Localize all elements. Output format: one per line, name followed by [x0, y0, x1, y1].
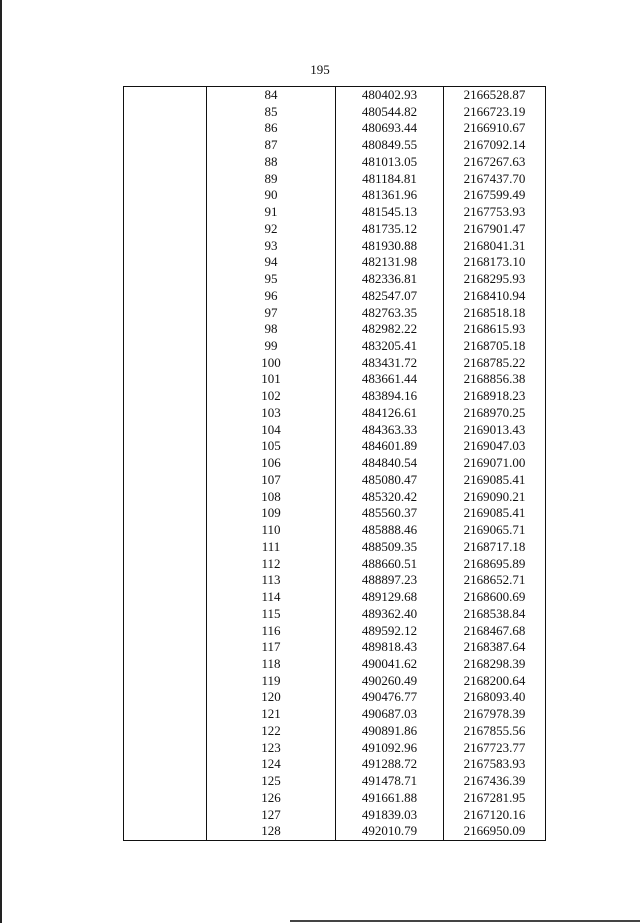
- x-coordinate-cell: 490476.77: [336, 689, 444, 706]
- point-number-cell: 123: [207, 740, 336, 757]
- table-row: [124, 455, 546, 472]
- x-coordinate-cell: 485888.46: [336, 522, 444, 539]
- y-coordinate-cell: 2168387.64: [444, 639, 546, 656]
- section-cell: [124, 288, 207, 305]
- x-coordinate-cell: 483661.44: [336, 371, 444, 388]
- point-number-cell: 109: [207, 505, 336, 522]
- y-coordinate-cell: 2167599.49: [444, 187, 546, 204]
- y-coordinate-cell: 2168298.39: [444, 656, 546, 673]
- section-cell: [124, 388, 207, 405]
- x-coordinate-cell: 484840.54: [336, 455, 444, 472]
- y-coordinate-cell: 2168785.22: [444, 355, 546, 372]
- y-coordinate-cell: 2168410.94: [444, 288, 546, 305]
- y-coordinate-cell: 2167436.39: [444, 773, 546, 790]
- x-coordinate-cell: 480693.44: [336, 120, 444, 137]
- point-number-cell: 127: [207, 807, 336, 824]
- table-row: [124, 756, 546, 773]
- section-cell: [124, 87, 207, 104]
- table-row: [124, 288, 546, 305]
- y-coordinate-cell: 2168538.84: [444, 606, 546, 623]
- table-row: [124, 505, 546, 522]
- y-coordinate-cell: 2167583.93: [444, 756, 546, 773]
- point-number-cell: 98: [207, 321, 336, 338]
- point-number-cell: 118: [207, 656, 336, 673]
- y-coordinate-cell: 2169065.71: [444, 522, 546, 539]
- point-number-cell: 128: [207, 823, 336, 840]
- x-coordinate-cell: 492010.79: [336, 823, 444, 840]
- point-number-cell: 126: [207, 790, 336, 807]
- y-coordinate-cell: 2167267.63: [444, 154, 546, 171]
- x-coordinate-cell: 491092.96: [336, 740, 444, 757]
- section-cell: [124, 756, 207, 773]
- y-coordinate-cell: 2168717.18: [444, 539, 546, 556]
- section-cell: [124, 639, 207, 656]
- page-left-edge: [0, 0, 2, 923]
- table-row: [124, 154, 546, 171]
- x-coordinate-cell: 482763.35: [336, 305, 444, 322]
- table-row: [124, 104, 546, 121]
- section-cell: [124, 187, 207, 204]
- y-coordinate-cell: 2168695.89: [444, 556, 546, 573]
- x-coordinate-cell: 481735.12: [336, 221, 444, 238]
- point-number-cell: 91: [207, 204, 336, 221]
- x-coordinate-cell: 481184.81: [336, 171, 444, 188]
- point-number-cell: 120: [207, 689, 336, 706]
- point-number-cell: 103: [207, 405, 336, 422]
- section-cell: [124, 204, 207, 221]
- section-cell: [124, 405, 207, 422]
- section-cell: [124, 556, 207, 573]
- x-coordinate-cell: 482336.81: [336, 271, 444, 288]
- x-coordinate-cell: 490891.86: [336, 723, 444, 740]
- point-number-cell: 93: [207, 238, 336, 255]
- point-number-cell: 111: [207, 539, 336, 556]
- y-coordinate-cell: 2167901.47: [444, 221, 546, 238]
- y-coordinate-cell: 2168295.93: [444, 271, 546, 288]
- x-coordinate-cell: 481361.96: [336, 187, 444, 204]
- y-coordinate-cell: 2168970.25: [444, 405, 546, 422]
- table-row: [124, 589, 546, 606]
- table-row: [124, 137, 546, 154]
- table-row: [124, 171, 546, 188]
- table-row: [124, 355, 546, 372]
- point-number-cell: 125: [207, 773, 336, 790]
- point-number-cell: 97: [207, 305, 336, 322]
- section-cell: [124, 422, 207, 439]
- table-row: [124, 539, 546, 556]
- x-coordinate-cell: 484601.89: [336, 438, 444, 455]
- x-coordinate-cell: 489362.40: [336, 606, 444, 623]
- x-coordinate-cell: 484126.61: [336, 405, 444, 422]
- x-coordinate-cell: 481545.13: [336, 204, 444, 221]
- x-coordinate-cell: 482982.22: [336, 321, 444, 338]
- point-number-cell: 112: [207, 556, 336, 573]
- section-cell: [124, 790, 207, 807]
- table-row: [124, 422, 546, 439]
- table-row: [124, 388, 546, 405]
- point-number-cell: 87: [207, 137, 336, 154]
- x-coordinate-cell: 488509.35: [336, 539, 444, 556]
- table-row: [124, 522, 546, 539]
- x-coordinate-cell: 489129.68: [336, 589, 444, 606]
- x-coordinate-cell: 482547.07: [336, 288, 444, 305]
- y-coordinate-cell: 2168041.31: [444, 238, 546, 255]
- coordinates-table: [123, 86, 546, 841]
- table-row: [124, 723, 546, 740]
- table-row: [124, 305, 546, 322]
- point-number-cell: 107: [207, 472, 336, 489]
- table-row: [124, 371, 546, 388]
- point-number-cell: 96: [207, 288, 336, 305]
- point-number-cell: 106: [207, 455, 336, 472]
- x-coordinate-cell: 491288.72: [336, 756, 444, 773]
- table-row: [124, 472, 546, 489]
- y-coordinate-cell: 2168093.40: [444, 689, 546, 706]
- x-coordinate-cell: 483205.41: [336, 338, 444, 355]
- x-coordinate-cell: 480402.93: [336, 87, 444, 104]
- table-row: [124, 807, 546, 824]
- point-number-cell: 84: [207, 87, 336, 104]
- y-coordinate-cell: 2167723.77: [444, 740, 546, 757]
- section-cell: [124, 305, 207, 322]
- x-coordinate-cell: 480544.82: [336, 104, 444, 121]
- x-coordinate-cell: 483431.72: [336, 355, 444, 372]
- x-coordinate-cell: 483894.16: [336, 388, 444, 405]
- table-row: [124, 572, 546, 589]
- point-number-cell: 105: [207, 438, 336, 455]
- section-cell: [124, 154, 207, 171]
- section-cell: [124, 689, 207, 706]
- section-cell: [124, 355, 207, 372]
- point-number-cell: 100: [207, 355, 336, 372]
- section-cell: [124, 120, 207, 137]
- section-cell: [124, 740, 207, 757]
- y-coordinate-cell: 2167753.93: [444, 204, 546, 221]
- point-number-cell: 89: [207, 171, 336, 188]
- x-coordinate-cell: 480849.55: [336, 137, 444, 154]
- x-coordinate-cell: 485560.37: [336, 505, 444, 522]
- section-cell: [124, 539, 207, 556]
- point-number-cell: 85: [207, 104, 336, 121]
- y-coordinate-cell: 2168705.18: [444, 338, 546, 355]
- section-cell: [124, 706, 207, 723]
- y-coordinate-cell: 2167092.14: [444, 137, 546, 154]
- section-cell: [124, 606, 207, 623]
- table-row: [124, 790, 546, 807]
- table-row: [124, 254, 546, 271]
- point-number-cell: 101: [207, 371, 336, 388]
- section-cell: [124, 589, 207, 606]
- table-row: [124, 120, 546, 137]
- section-cell: [124, 254, 207, 271]
- table-row: [124, 338, 546, 355]
- table-row: [124, 204, 546, 221]
- y-coordinate-cell: 2169013.43: [444, 422, 546, 439]
- section-cell: [124, 137, 207, 154]
- table-row: [124, 321, 546, 338]
- point-number-cell: 102: [207, 388, 336, 405]
- point-number-cell: 119: [207, 673, 336, 690]
- table-row: [124, 606, 546, 623]
- section-cell: [124, 271, 207, 288]
- x-coordinate-cell: 485320.42: [336, 489, 444, 506]
- coordinates-table-body: [124, 87, 546, 841]
- section-cell: [124, 371, 207, 388]
- table-row: [124, 639, 546, 656]
- y-coordinate-cell: 2168856.38: [444, 371, 546, 388]
- x-coordinate-cell: 488660.51: [336, 556, 444, 573]
- section-cell: [124, 723, 207, 740]
- point-number-cell: 86: [207, 120, 336, 137]
- y-coordinate-cell: 2169090.21: [444, 489, 546, 506]
- x-coordinate-cell: 490260.49: [336, 673, 444, 690]
- y-coordinate-cell: 2168467.68: [444, 623, 546, 640]
- y-coordinate-cell: 2169085.41: [444, 472, 546, 489]
- x-coordinate-cell: 489818.43: [336, 639, 444, 656]
- table-row: [124, 740, 546, 757]
- section-cell: [124, 656, 207, 673]
- x-coordinate-cell: 489592.12: [336, 623, 444, 640]
- y-coordinate-cell: 2167281.95: [444, 790, 546, 807]
- y-coordinate-cell: 2168652.71: [444, 572, 546, 589]
- point-number-cell: 94: [207, 254, 336, 271]
- section-cell: [124, 572, 207, 589]
- table-row: [124, 221, 546, 238]
- table-row: [124, 673, 546, 690]
- y-coordinate-cell: 2167978.39: [444, 706, 546, 723]
- point-number-cell: 108: [207, 489, 336, 506]
- x-coordinate-cell: 482131.98: [336, 254, 444, 271]
- point-number-cell: 88: [207, 154, 336, 171]
- point-number-cell: 121: [207, 706, 336, 723]
- table-row: [124, 271, 546, 288]
- x-coordinate-cell: 485080.47: [336, 472, 444, 489]
- y-coordinate-cell: 2168615.93: [444, 321, 546, 338]
- point-number-cell: 114: [207, 589, 336, 606]
- x-coordinate-cell: 481013.05: [336, 154, 444, 171]
- section-cell: [124, 773, 207, 790]
- y-coordinate-cell: 2166528.87: [444, 87, 546, 104]
- section-cell: [124, 104, 207, 121]
- y-coordinate-cell: 2168200.64: [444, 673, 546, 690]
- x-coordinate-cell: 490041.62: [336, 656, 444, 673]
- point-number-cell: 124: [207, 756, 336, 773]
- y-coordinate-cell: 2168518.18: [444, 305, 546, 322]
- section-cell: [124, 823, 207, 840]
- section-cell: [124, 321, 207, 338]
- section-cell: [124, 221, 207, 238]
- y-coordinate-cell: 2169071.00: [444, 455, 546, 472]
- x-coordinate-cell: 481930.88: [336, 238, 444, 255]
- table-row: [124, 689, 546, 706]
- x-coordinate-cell: 491478.71: [336, 773, 444, 790]
- table-row: [124, 438, 546, 455]
- x-coordinate-cell: 490687.03: [336, 706, 444, 723]
- x-coordinate-cell: 491839.03: [336, 807, 444, 824]
- table-row: [124, 623, 546, 640]
- section-cell: [124, 623, 207, 640]
- point-number-cell: 95: [207, 271, 336, 288]
- table-row: [124, 405, 546, 422]
- table-row: [124, 556, 546, 573]
- point-number-cell: 99: [207, 338, 336, 355]
- y-coordinate-cell: 2169047.03: [444, 438, 546, 455]
- point-number-cell: 115: [207, 606, 336, 623]
- y-coordinate-cell: 2168918.23: [444, 388, 546, 405]
- y-coordinate-cell: 2166950.09: [444, 823, 546, 840]
- table-row: [124, 773, 546, 790]
- point-number-cell: 117: [207, 639, 336, 656]
- y-coordinate-cell: 2166910.67: [444, 120, 546, 137]
- y-coordinate-cell: 2166723.19: [444, 104, 546, 121]
- table-row: [124, 187, 546, 204]
- section-cell: [124, 455, 207, 472]
- point-number-cell: 90: [207, 187, 336, 204]
- y-coordinate-cell: 2167855.56: [444, 723, 546, 740]
- section-cell: [124, 171, 207, 188]
- table-row: [124, 823, 546, 840]
- table-row: [124, 489, 546, 506]
- y-coordinate-cell: 2167120.16: [444, 807, 546, 824]
- y-coordinate-cell: 2168173.10: [444, 254, 546, 271]
- section-cell: [124, 338, 207, 355]
- table-row: [124, 706, 546, 723]
- section-cell: [124, 522, 207, 539]
- table-row: [124, 87, 546, 104]
- point-number-cell: 122: [207, 723, 336, 740]
- x-coordinate-cell: 491661.88: [336, 790, 444, 807]
- page-number: 195: [310, 62, 330, 77]
- point-number-cell: 110: [207, 522, 336, 539]
- section-cell: [124, 807, 207, 824]
- section-cell: [124, 505, 207, 522]
- point-number-cell: 104: [207, 422, 336, 439]
- x-coordinate-cell: 488897.23: [336, 572, 444, 589]
- point-number-cell: 92: [207, 221, 336, 238]
- section-cell: [124, 472, 207, 489]
- y-coordinate-cell: 2169085.41: [444, 505, 546, 522]
- x-coordinate-cell: 484363.33: [336, 422, 444, 439]
- section-cell: [124, 238, 207, 255]
- point-number-cell: 116: [207, 623, 336, 640]
- point-number-cell: 113: [207, 572, 336, 589]
- table-row: [124, 238, 546, 255]
- section-cell: [124, 438, 207, 455]
- bottom-rule: [290, 920, 640, 922]
- table-row: [124, 656, 546, 673]
- section-cell: [124, 673, 207, 690]
- y-coordinate-cell: 2168600.69: [444, 589, 546, 606]
- section-cell: [124, 489, 207, 506]
- y-coordinate-cell: 2167437.70: [444, 171, 546, 188]
